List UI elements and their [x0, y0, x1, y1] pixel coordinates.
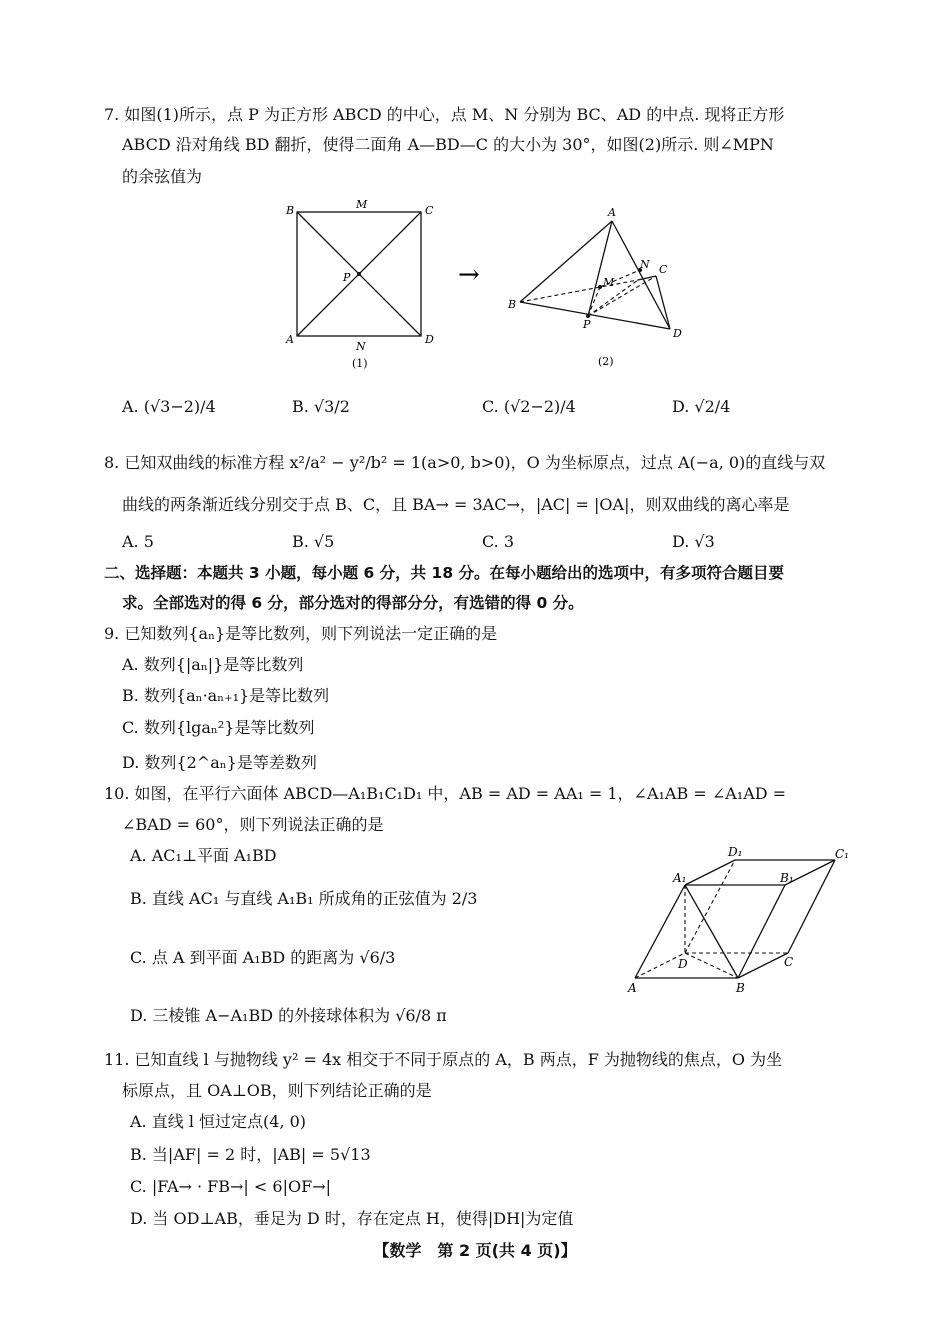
q10-option-a: A. AC₁⊥平面 A₁BD — [130, 846, 277, 865]
fig2-label-c: C — [659, 263, 668, 276]
q9-option-d: D. 数列{2^aₙ}是等差数列 — [122, 753, 317, 772]
q7-stem-line1: 7. 如图(1)所示，点 P 为正方形 ABCD 的中心，点 M、N 分别为 BC、AD 的中点. 现将正方形 — [104, 105, 785, 124]
label-a1: A₁ — [673, 871, 687, 885]
q9-option-a: A. 数列{|aₙ|}是等比数列 — [122, 655, 304, 674]
section2-heading-line2: 求。全部选对的得 6 分，部分选对的得部分分，有选错的得 0 分。 — [122, 594, 584, 612]
parallelepiped-solid-edges — [635, 860, 835, 978]
q7-option-c: C. (√2−2)/4 — [482, 397, 576, 416]
section2-heading-line1: 二、选择题：本题共 3 小题，每小题 6 分，共 18 分。在每小题给出的选项中，有多项符合题目要 — [104, 564, 785, 582]
label-d: D — [678, 957, 688, 971]
q8-option-a: A. 5 — [122, 532, 154, 551]
page-footer: 【数学 第 2 页(共 4 页)】 — [373, 1241, 577, 1260]
q11-stem-line2: 标原点，且 OA⊥OB，则下列结论正确的是 — [122, 1081, 432, 1100]
q10-stem-line1: 10. 如图，在平行六面体 ABCD—A₁B₁C₁D₁ 中，AB = AD = AA₁ = 1，∠A₁AB = ∠A₁AD = — [104, 784, 787, 803]
fig2-caption: (2) — [598, 355, 614, 368]
q8-stem-line2: 曲线的两条渐近线分别交于点 B、C，且 BA→ = 3AC→，|AC| = |OA|，则双曲线的离心率是 — [122, 495, 790, 514]
q11-option-b: B. 当|AF| = 2 时，|AB| = 5√13 — [130, 1145, 371, 1164]
q9-option-c: C. 数列{lgaₙ²}是等比数列 — [122, 718, 315, 737]
q11-option-d: D. 当 OD⊥AB，垂足为 D 时，存在定点 H，使得|DH|为定值 — [130, 1209, 574, 1228]
fig2-label-d: D — [673, 327, 682, 340]
q8-option-b: B. √5 — [292, 532, 335, 551]
q9-stem: 9. 已知数列{aₙ}是等比数列，则下列说法一定正确的是 — [104, 624, 498, 643]
q11-option-c: C. |FA→ · FB→| < 6|OF→| — [130, 1177, 331, 1196]
label-b: B — [736, 981, 745, 995]
fig2-label-b: B — [508, 298, 517, 311]
fig2-point-m — [598, 285, 602, 289]
q7-figure — [270, 195, 710, 380]
q9-option-b: B. 数列{aₙ·aₙ₊₁}是等比数列 — [122, 686, 330, 705]
label-d1: D₁ — [728, 845, 743, 859]
q11-option-a: A. 直线 l 恒过定点(4, 0) — [130, 1112, 307, 1131]
label-c: C — [784, 955, 794, 969]
fig2-dashed-edges — [520, 270, 656, 316]
q7-option-a: A. (√3−2)/4 — [122, 397, 216, 416]
q10-option-b: B. 直线 AC₁ 与直线 A₁B₁ 所成角的正弦值为 2/3 — [130, 889, 478, 908]
q10-figure — [620, 840, 860, 1000]
q11-stem-line1: 11. 已知直线 l 与抛物线 y² = 4x 相交于不同于原点的 A，B 两点，F 为抛物线的焦点，O 为坐 — [104, 1050, 783, 1069]
q10-stem-line2: ∠BAD = 60°，则下列说法正确的是 — [122, 815, 384, 834]
fig2-label-a: A — [608, 206, 616, 219]
q8-stem-line1: 8. 已知双曲线的标准方程 x²/a² − y²/b² = 1(a>0, b>0)，O 为坐标原点，过点 A(−a, 0)的直线与双 — [104, 453, 826, 472]
fig1-label-b: B — [286, 204, 295, 217]
fig2-label-p: P — [583, 318, 591, 331]
q10-option-c: C. 点 A 到平面 A₁BD 的距离为 √6/3 — [130, 948, 396, 967]
q8-option-c: C. 3 — [482, 532, 515, 551]
fig1-label-p: P — [343, 271, 351, 284]
flip-arrow: → — [458, 260, 480, 290]
q7-stem-line3: 的余弦值为 — [122, 167, 203, 186]
label-c1: C₁ — [835, 847, 849, 861]
fig1-label-d: D — [425, 333, 434, 346]
q7-option-d: D. √2/4 — [672, 397, 731, 416]
q8-option-d: D. √3 — [672, 532, 715, 551]
fig1-label-n: N — [356, 340, 366, 353]
label-b1: B₁ — [780, 871, 794, 885]
label-a: A — [628, 981, 637, 995]
q7-stem-line2: ABCD 沿对角线 BD 翻折，使得二面角 A—BD—C 的大小为 30°，如图(2)所示. 则∠MPN — [122, 135, 774, 154]
fig1-label-a: A — [286, 333, 294, 346]
fig2-label-m: M — [603, 276, 615, 289]
fig1-label-c: C — [425, 204, 434, 217]
fig2-label-n: N — [640, 258, 650, 271]
q7-option-b: B. √3/2 — [292, 397, 350, 416]
fig2-solid-edges — [520, 221, 670, 329]
parallelepiped-hidden-edges — [635, 860, 788, 978]
fig1-point-p — [357, 272, 361, 276]
fig1-label-m: M — [356, 198, 368, 211]
fig1-caption: (1) — [352, 357, 368, 370]
q10-option-d: D. 三棱锥 A−A₁BD 的外接球体积为 √6/8 π — [130, 1006, 447, 1025]
